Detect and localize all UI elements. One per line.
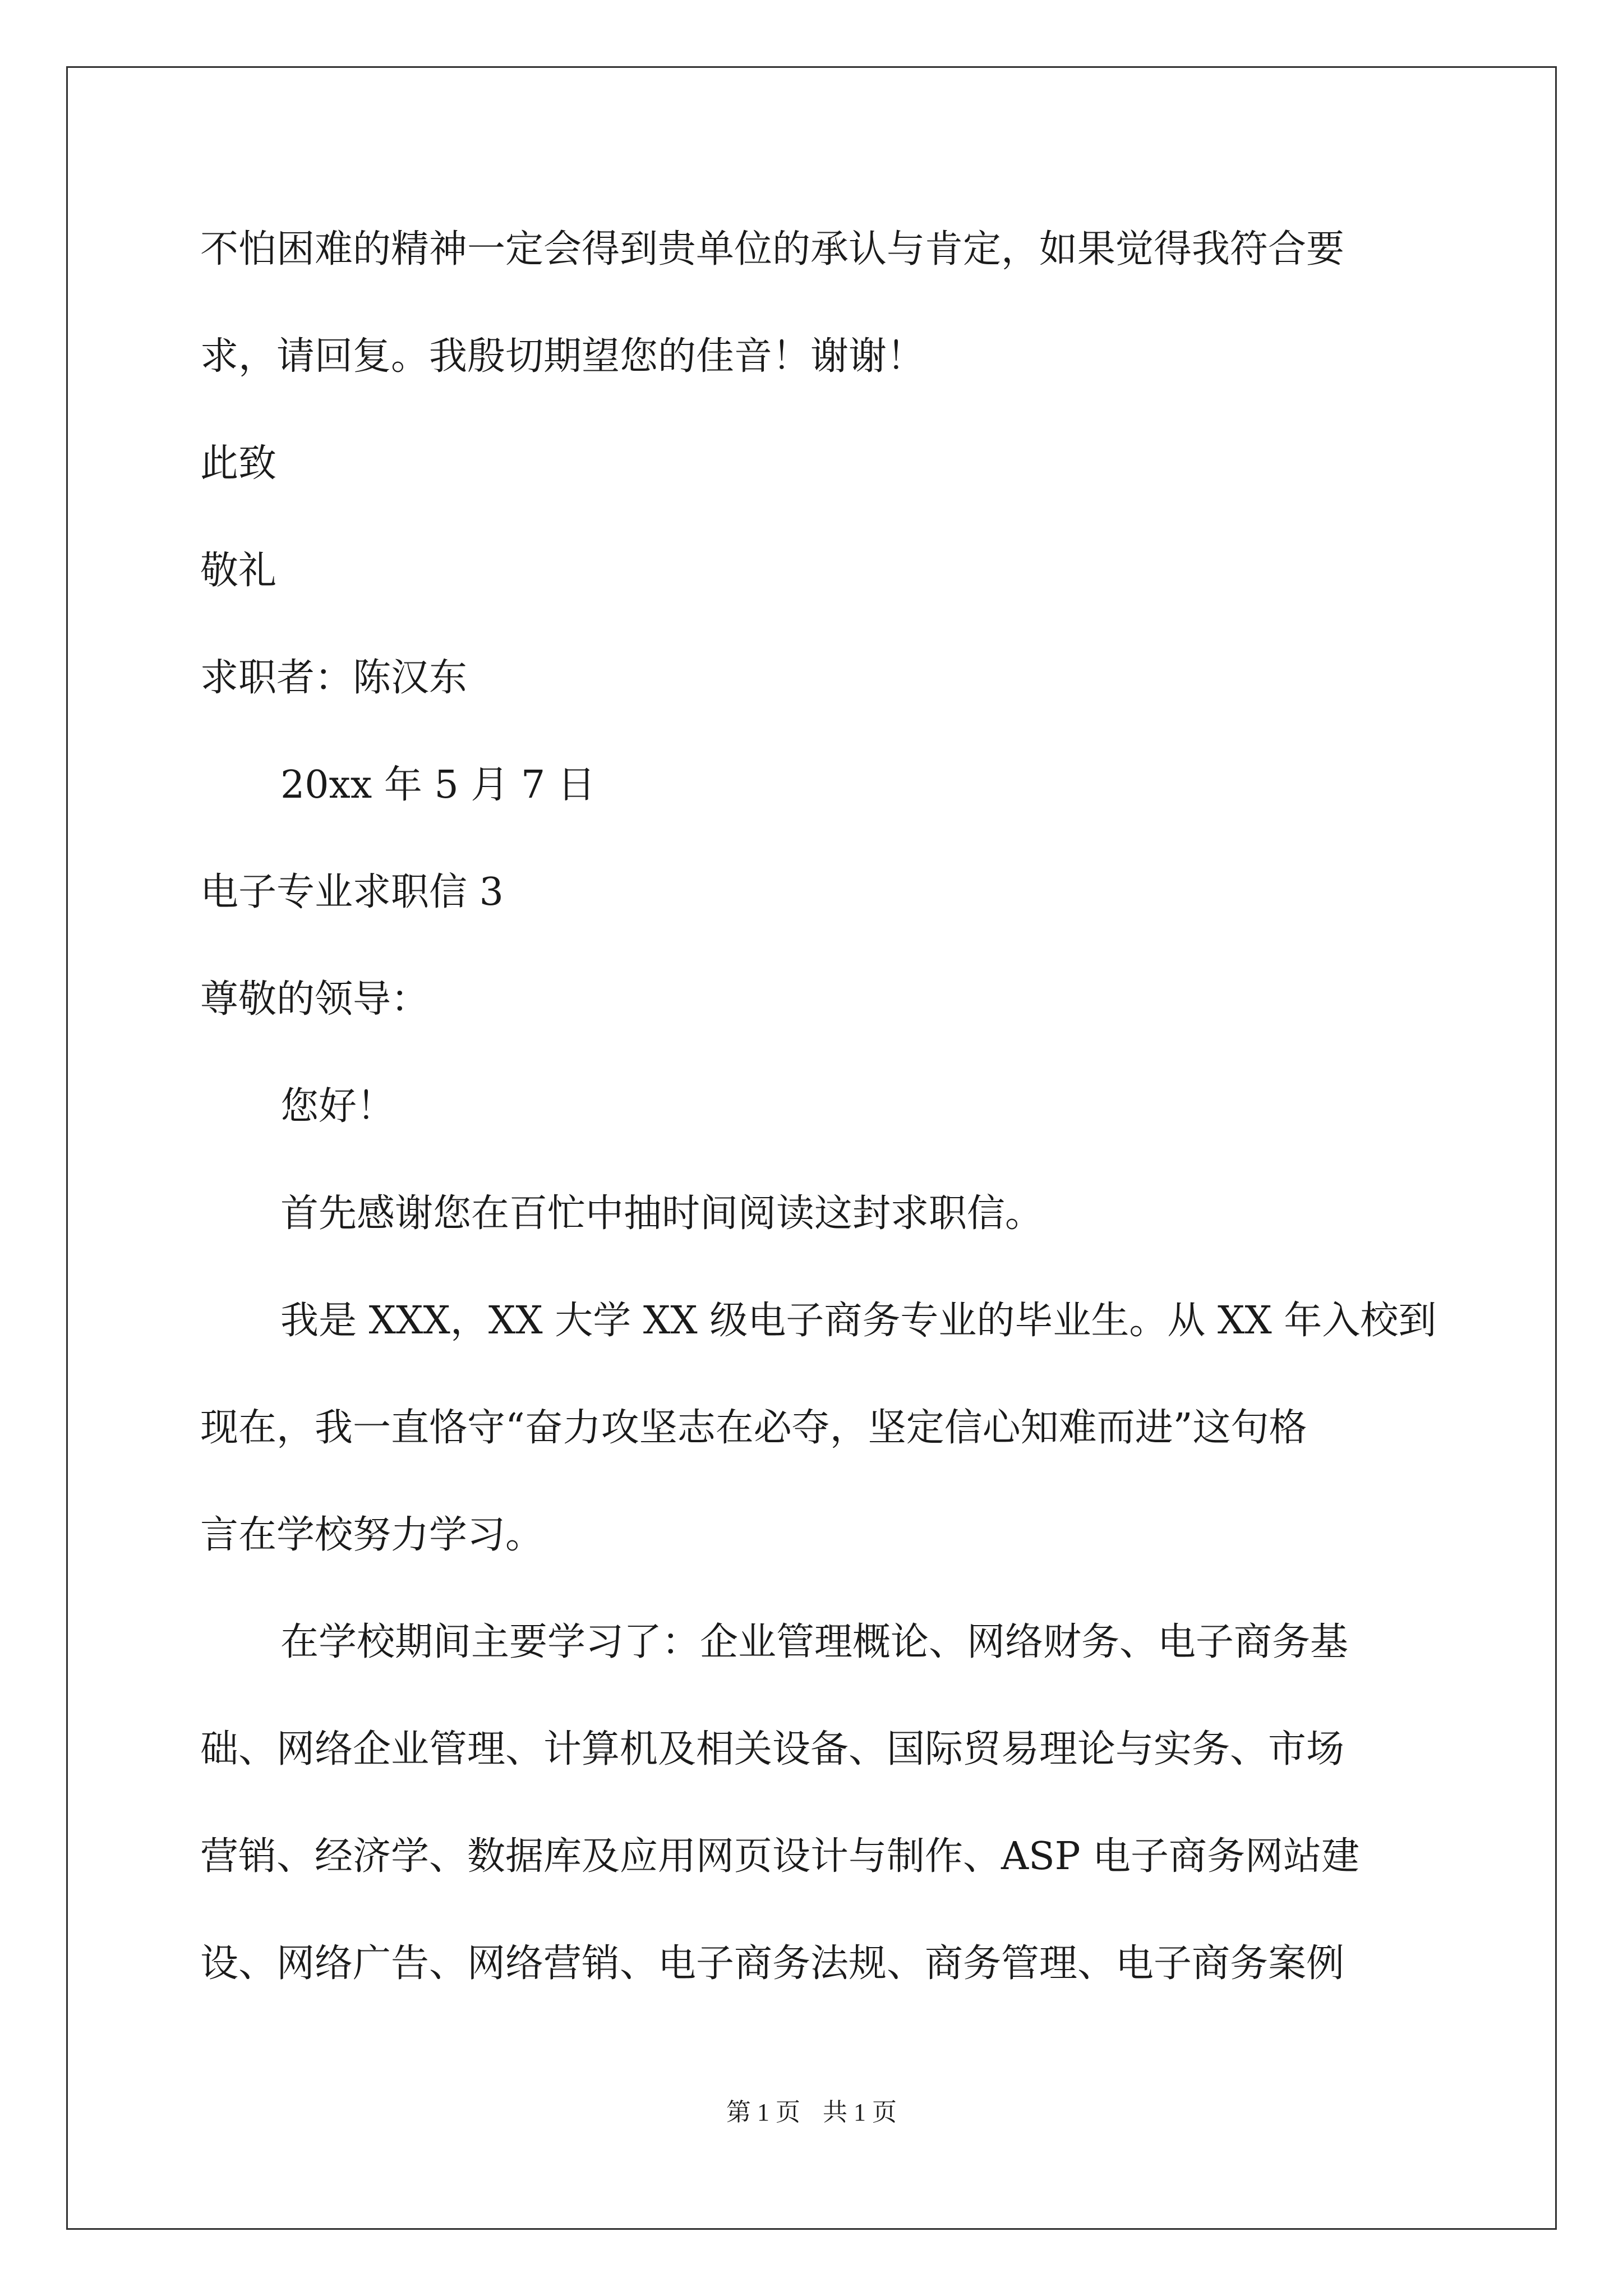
body-line-courses-2: 础、网络企业管理、计算机及相关设备、国际贸易理论与实务、市场 xyxy=(200,1727,1345,1772)
page-footer xyxy=(0,2097,1623,2128)
body-line-2: 求，请回复。我殷切期望您的佳音！谢谢！ xyxy=(200,334,925,379)
body-line-1: 不怕困难的精神一定会得到贵单位的承认与肯定，如果觉得我符合要 xyxy=(200,227,1345,272)
section-title: 电子专业求职信 3 xyxy=(200,870,504,914)
body-line-intro: 首先感谢您在百忙中抽时间阅读这封求职信。 xyxy=(280,1191,1044,1236)
body-line-courses-4: 设、网络广告、网络营销、电子商务法规、商务管理、电子商务案例 xyxy=(200,1941,1345,1986)
closing-regards: 敬礼 xyxy=(200,549,277,593)
date-line: 20xx 年 5 月 7 日 xyxy=(280,763,596,807)
body-line-courses-3: 营销、经济学、数据库及应用网页设计与制作、ASP 电子商务网站建 xyxy=(200,1834,1360,1879)
page-total: 共 1 页 xyxy=(823,2099,897,2126)
body-line-study: 言在学校努力学习。 xyxy=(200,1513,544,1557)
greeting-line: 您好！ xyxy=(280,1084,395,1129)
body-line-motto: 现在，我一直恪守“奋力攻坚志在必夺，坚定信心知难而进”这句格 xyxy=(200,1406,1307,1450)
page-number: 第 1 页 xyxy=(726,2099,800,2126)
page-border xyxy=(66,66,1557,2230)
closing-salutation: 此致 xyxy=(200,441,277,486)
letter-salutation: 尊敬的领导： xyxy=(200,977,430,1022)
body-line-courses-1: 在学校期间主要学习了：企业管理概论、网络财务、电子商务基 xyxy=(280,1620,1349,1664)
body-line-background: 我是 XXX，XX 大学 XX 级电子商务专业的毕业生。从 XX 年入校到 xyxy=(280,1299,1437,1343)
signature-line: 求职者：陈汉东 xyxy=(200,656,468,700)
